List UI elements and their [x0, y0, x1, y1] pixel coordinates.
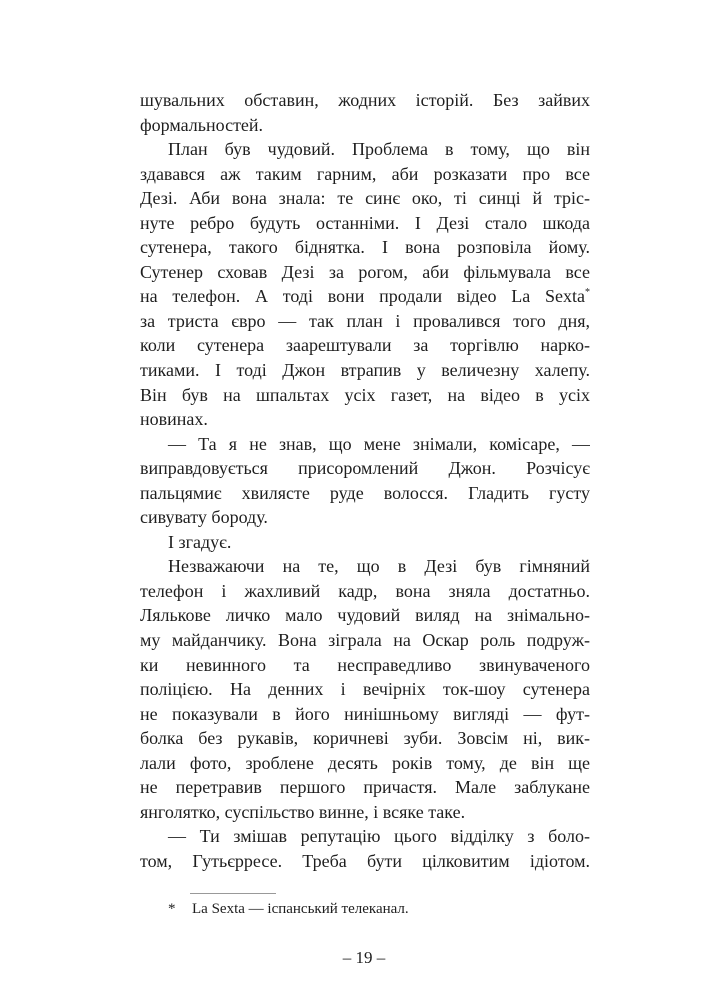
- text-line-content: му майданчику. Вона зіграла на Оскар роль подруж-: [140, 630, 590, 651]
- text-line-content: коли сутенера заарештували за торгівлю нарко-: [140, 335, 590, 356]
- text-line: [140, 726, 590, 751]
- text-line-content: не перетравив першого причастя. Мале заблукане: [140, 777, 590, 798]
- text-line-content: формальностей.: [140, 114, 264, 135]
- text-line-content: не показували в його нинішньому вигляді — фут-: [140, 703, 590, 724]
- footnote-text: La Sexta — іспанський телеканал.: [192, 901, 409, 917]
- text-line-content: сивувату бороду.: [140, 507, 268, 528]
- text-line-content: Сутенер сховав Дезі за рогом, аби фільмувала все: [140, 261, 590, 282]
- text-line: [140, 186, 590, 211]
- text-line: [140, 653, 590, 678]
- footnote-reference: *: [585, 287, 590, 299]
- text-line: [140, 505, 590, 530]
- text-line: [140, 456, 590, 481]
- body-text: [140, 88, 590, 874]
- text-line: [140, 284, 590, 309]
- text-line: [140, 235, 590, 260]
- text-line: [140, 333, 590, 358]
- text-line: [140, 554, 590, 579]
- text-line-content: за триста євро — так план і провалився того дня,: [140, 310, 590, 331]
- text-line-content: Дезі. Аби вона знала: те синє око, ті синці й тріс-: [140, 188, 590, 209]
- text-line: [140, 481, 590, 506]
- text-line-content: новинах.: [140, 409, 208, 430]
- text-line: [140, 407, 590, 432]
- text-line-content: Він був на шпальтах усіх газет, на відео в усіх: [140, 384, 590, 405]
- text-line-content: сутенера, такого біднятка. І вона розповіла йому.: [140, 237, 590, 258]
- text-line-content: нуте ребро будуть останніми. І Дезі стало шкода: [140, 212, 590, 233]
- text-line: [140, 751, 590, 776]
- text-line: [140, 628, 590, 653]
- text-line: [140, 530, 590, 555]
- text-line: [140, 162, 590, 187]
- text-line: [140, 88, 590, 113]
- text-line: [140, 800, 590, 825]
- text-line: [140, 849, 590, 874]
- footnote-mark: *: [168, 901, 176, 917]
- text-line-content: шувальних обставин, жодних історій. Без зайвих: [140, 90, 590, 110]
- text-line-content: Незважаючи на те, що в Дезі був гімняний: [168, 556, 590, 577]
- text-line-content: — Та я не знав, що мене знімали, комісаре, —: [168, 433, 590, 454]
- text-line-content: виправдовується присоромлений Джон. Розчісує: [140, 458, 590, 479]
- text-line: [140, 824, 590, 849]
- text-line-content: на телефон. А тоді вони продали відео La Sexta: [140, 286, 585, 307]
- text-line: [140, 702, 590, 727]
- text-line-content: ки невинного та несправедливо звинуваченого: [140, 654, 590, 675]
- text-line-content: План був чудовий. Проблема в тому, що він: [168, 139, 590, 160]
- text-line-content: янголятко, суспільство винне, і всяке таке.: [140, 801, 466, 822]
- text-line-content: — Ти змішав репутацію цього відділку з боло-: [168, 826, 590, 847]
- text-line: [140, 383, 590, 408]
- footnote: [168, 899, 409, 919]
- text-line: [140, 211, 590, 236]
- text-line-content: болка без рукавів, коричневі зуби. Зовсім ні, вик-: [140, 728, 590, 749]
- text-line: [140, 603, 590, 628]
- text-line: [140, 775, 590, 800]
- text-line: [140, 113, 590, 138]
- page-number: – 19 –: [342, 948, 386, 967]
- text-line: [140, 358, 590, 383]
- text-line-content: тиками. І тоді Джон втрапив у величезну халепу.: [140, 360, 590, 381]
- text-line: [140, 260, 590, 285]
- text-line-content: І згадує.: [168, 531, 232, 552]
- text-line-content: Лялькове личко мало чудовий виляд на знімально-: [140, 605, 590, 626]
- text-line-content: пальцямиє хвилясте руде волосся. Гладить густу: [140, 482, 590, 503]
- text-line: [140, 137, 590, 162]
- text-line-content: здавався аж таким гарним, аби розказати про все: [140, 163, 590, 184]
- text-line: [140, 432, 590, 457]
- footnote-divider: [190, 893, 276, 894]
- text-line-content: телефон і жахливий кадр, вона зняла достатньо.: [140, 580, 590, 601]
- text-line-content: лали фото, зроблене десять років тому, де він ще: [140, 752, 590, 773]
- text-line: [140, 309, 590, 334]
- text-line: [140, 579, 590, 604]
- text-line-content: том, Гутьєрресе. Треба бути цілковитим ідіотом.: [140, 850, 590, 871]
- text-line: [140, 677, 590, 702]
- text-line-content: поліцією. На денних і вечірніх ток-шоу сутенера: [140, 679, 590, 700]
